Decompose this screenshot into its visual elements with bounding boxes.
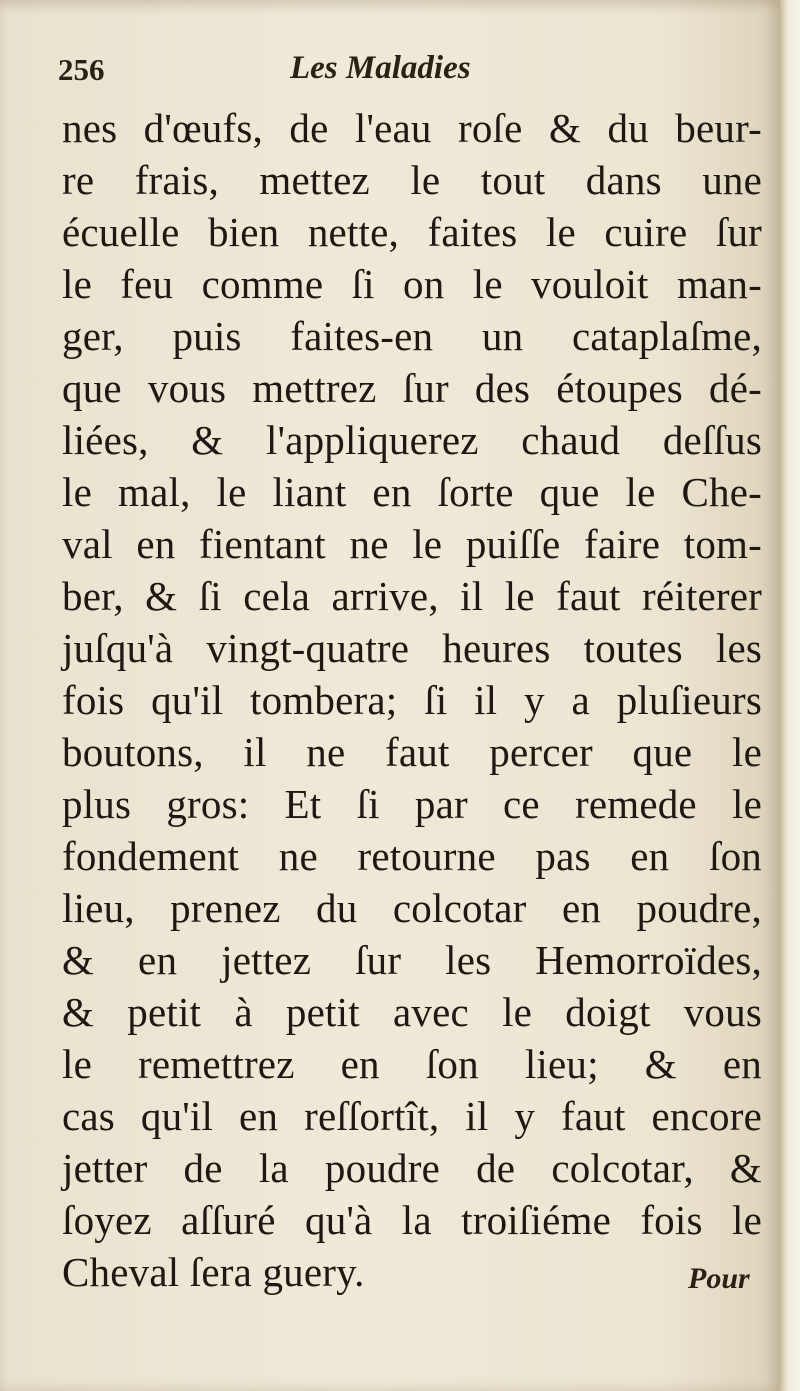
text-line: ger, puis faites-en un cataplaſme, <box>62 313 762 359</box>
text-line: ſoyez aſſuré qu'à la troiſiéme fois le <box>62 1197 762 1243</box>
page-number: 256 <box>58 52 105 87</box>
text-line: & en jettez ſur les Hemorroïdes, <box>62 937 762 983</box>
text-line: re frais, mettez le tout dans une <box>62 157 762 203</box>
text-line: cas qu'il en reſſortît, il y faut encore <box>62 1093 762 1139</box>
text-line: & petit à petit avec le doigt vous <box>62 989 762 1035</box>
text-line: ber, & ſi cela arrive, il le faut réiterer <box>62 573 762 619</box>
text-line: boutons, il ne faut percer que le <box>62 729 762 775</box>
text-line: val en fientant ne le puiſſe faire tom- <box>62 521 762 567</box>
text-line: juſqu'à vingt-quatre heures toutes les <box>62 625 762 671</box>
text-line: le mal, le liant en ſorte que le Che- <box>62 469 762 515</box>
text-line: liées, & l'appliquerez chaud deſſus <box>62 417 762 463</box>
body-text <box>62 102 762 1298</box>
text-line: nes d'œufs, de l'eau roſe & du beur- <box>62 105 762 151</box>
text-line: lieu, prenez du colcotar en poudre, <box>62 885 762 931</box>
text-line: le remettrez en ſon lieu; & en <box>62 1041 762 1087</box>
header-title: Les Maladies <box>290 50 471 86</box>
text-line: Cheval ſera guery. <box>62 1249 365 1295</box>
running-head <box>58 52 758 102</box>
text-line: écuelle bien nette, faites le cuire ſur <box>62 209 762 255</box>
text-line: fois qu'il tombera; ſi il y a pluſieurs <box>62 677 762 723</box>
text-line: plus gros: Et ſi par ce remede le <box>62 781 762 827</box>
text-line: jetter de la poudre de colcotar, & <box>62 1145 762 1191</box>
text-line: que vous mettrez ſur des étoupes dé- <box>62 365 762 411</box>
text-line: le feu comme ſi on le vouloit man- <box>62 261 762 307</box>
catchword: Pour <box>688 1262 750 1295</box>
text-line: fondement ne retourne pas en ſon <box>62 833 762 879</box>
page-edge <box>780 0 800 1391</box>
